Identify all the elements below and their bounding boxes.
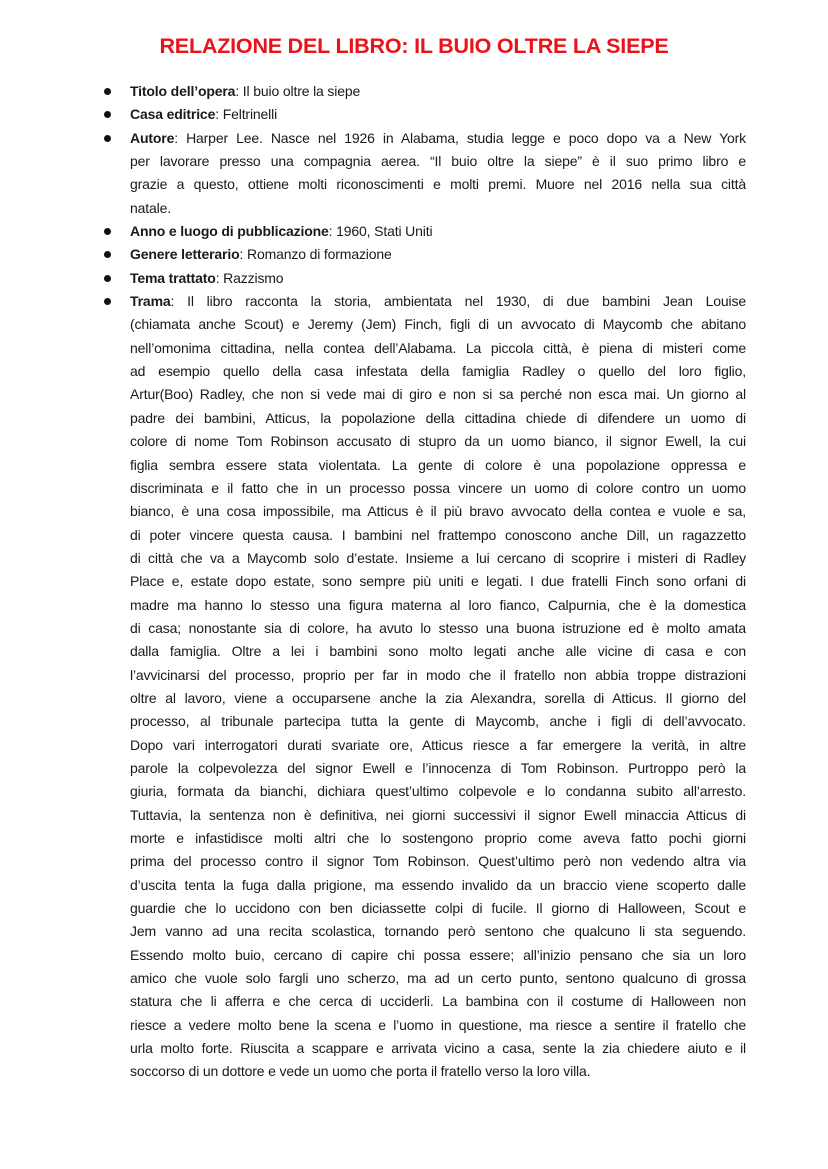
list-item (104, 220, 746, 243)
item-text: di casa; nonostante sia di colore, ha avuto lo stesso una buona istruzione ed è molto amata (130, 619, 746, 636)
item-text: oltre al lavoro, viene a occuparsene anche la zia Alexandra, sorella di Atticus. Il giorno del (130, 689, 746, 706)
item-label: Titolo dell’opera (130, 83, 236, 99)
item-text: : Feltrinelli (215, 106, 278, 123)
text-line (130, 127, 746, 150)
text-line (130, 1060, 746, 1083)
item-text: colore di nome Tom Robinson accusato di stupro da un uomo bianco, il signor Ewell, la cui (130, 433, 746, 450)
text-line (130, 897, 746, 920)
item-text: l’avvicinarsi del processo, proprio per far in modo che il fratello non abbia troppe distrazioni (130, 666, 746, 683)
list-item (104, 127, 746, 220)
text-line (130, 594, 746, 617)
item-text: Jem vanno ad una recita scolastica, tornando però sentono che qualcuno li sta seguendo. (130, 923, 746, 940)
text-line (130, 780, 746, 803)
item-text: riesce a vedere molto bene la scena e l’uomo in questione, ma riesce a sentire il fratello che (130, 1016, 746, 1033)
text-line (130, 290, 746, 313)
item-text: Essendo molto buio, cercano di capire chi possa essere; all’inizio pensano che sia un loro (130, 946, 746, 963)
item-text: soccorso di un dottore e vede un uomo che porta il fratello verso la loro villa. (130, 1063, 591, 1080)
text-line (130, 430, 746, 453)
text-line (130, 313, 746, 336)
item-text: di città che va a Maycomb solo d’estate. Insieme a lui cercano di scoprire i misteri di Radley (130, 549, 746, 566)
text-line (130, 734, 746, 757)
bullet-icon (104, 111, 111, 118)
item-text: per lavorare presso una compagnia aerea. “Il buio oltre la siepe” è il suo primo libro e (130, 153, 746, 170)
item-text: prima del processo contro il signor Tom Robinson. Quest’ultimo però non vedendo altra via (130, 853, 746, 870)
text-line (130, 173, 746, 196)
bullet-icon (104, 275, 111, 282)
text-line (130, 547, 746, 570)
text-line (130, 944, 746, 967)
text-line (130, 500, 746, 523)
text-line (130, 687, 746, 710)
list-item (104, 243, 746, 266)
item-text: padre dei bambini, Atticus, la popolazione della cittadina chiede di difendere un uomo di (130, 409, 746, 426)
book-report-list (104, 80, 746, 1084)
text-line (130, 103, 746, 126)
text-line (130, 664, 746, 687)
item-text: urla molto forte. Riuscita a scappare e arrivata vicino a casa, sente la zia chiedere aiuto e il (130, 1040, 746, 1057)
document-title: RELAZIONE DEL LIBRO: IL BUIO OLTRE LA SIEPE (159, 34, 669, 58)
list-item (104, 80, 746, 103)
text-line (130, 407, 746, 430)
bullet-icon (104, 228, 111, 235)
item-text: : Il libro racconta la storia, ambientata nel 1930, di due bambini Jean Louise (170, 293, 746, 310)
text-line (130, 360, 746, 383)
bullet-icon (104, 298, 111, 305)
text-line (130, 874, 746, 897)
item-text: processo, al tribunale partecipa tutta la gente di Maycomb, anche i figli di dell’avvocato. (130, 713, 746, 730)
text-line (130, 640, 746, 663)
item-label: Autore (130, 129, 175, 146)
list-item (104, 103, 746, 126)
text-line (130, 150, 746, 173)
text-line (130, 337, 746, 360)
item-text: (chiamata anche Scout) e Jeremy (Jem) Finch, figli di un avvocato di Maycomb che abitano (130, 316, 746, 333)
item-label: Anno e luogo di pubblicazione (130, 223, 329, 240)
item-text: : Razzismo (215, 269, 284, 286)
bullet-icon (104, 251, 111, 258)
item-text: statura che li afferra e che cerca di ucciderli. La bambina con il costume di Halloween non (130, 993, 746, 1010)
text-line (130, 804, 746, 827)
text-line (130, 197, 746, 220)
text-line (130, 850, 746, 873)
item-label: Casa editrice (130, 106, 216, 123)
text-line (130, 524, 746, 547)
bullet-icon (104, 135, 111, 142)
item-text: bianco, è una cosa impossibile, ma Atticus è il più bravo avvocato della contea e vuole e sa, (130, 503, 746, 520)
item-text: Place e, estate dopo estate, sono sempre più uniti e legati. I due fratelli Finch sono orfani di (130, 573, 746, 590)
item-text: : 1960, Stati Uniti (328, 223, 433, 240)
item-label: Tema trattato (130, 269, 216, 286)
text-line (130, 267, 746, 290)
text-line (130, 990, 746, 1013)
item-label: Trama (130, 293, 171, 310)
text-line (130, 967, 746, 990)
text-line (130, 220, 746, 243)
item-text: d’uscita tenta la fuga dalla prigione, ma essendo invalido da un braccio viene scoperto dalle (130, 876, 746, 893)
text-line (130, 570, 746, 593)
list-item (104, 290, 746, 1084)
text-line (130, 454, 746, 477)
item-text: discriminata e il fatto che in un processo possa vincere un uomo di colore contro un uomo (130, 479, 746, 496)
item-text: morte e infastidisce molti altri che lo sostengono proprio come aveva fatto pochi giorni (130, 830, 746, 846)
item-text: guardie che lo uccidono con ben diciassette colpi di fucile. Il giorno di Halloween, Scout e (130, 900, 746, 917)
item-text: giuria, formata da bianchi, dichiara quest’ultimo colpevole e lo condanna subito all’arresto. (130, 783, 746, 800)
text-line (130, 920, 746, 943)
text-line (130, 1014, 746, 1037)
text-line (130, 827, 746, 850)
item-text: nell’omonima cittadina, nella contea dell’Alabama. La piccola città, è piena di misteri come (130, 339, 746, 356)
text-line (130, 757, 746, 780)
text-line (130, 710, 746, 733)
bullet-icon (104, 88, 111, 95)
item-text: dalla famiglia. Oltre a lei i bambini sono molto legati anche alle vicine di casa e con (130, 643, 746, 660)
text-line (130, 477, 746, 500)
item-label: Genere letterario (130, 246, 240, 263)
item-text: : Romanzo di formazione (239, 246, 392, 263)
text-line (130, 1037, 746, 1060)
item-text: Artur(Boo) Radley, che non si vede mai di giro e non si sa perché non esca mai. Un giorno al (130, 386, 746, 403)
text-line (130, 243, 746, 266)
item-text: amico che vuole solo fargli uno scherzo, ma ad un certo punto, sentono qualcuno di grossa (130, 970, 746, 987)
item-text: figlia sembra essere stata violentata. La gente di colore è una popolazione oppressa e (130, 456, 746, 473)
item-text: Tuttavia, la sentenza non è definitiva, nei giorni successivi il signor Ewell minaccia Atticus di (130, 806, 746, 823)
item-text: : Harper Lee. Nasce nel 1926 in Alabama, studia legge e poco dopo va a New York (174, 129, 746, 146)
item-text: grazie a questo, ottiene molti riconoscimenti e molti premi. Muore nel 2016 nella sua città (130, 176, 746, 193)
item-text: ad esempio quello della casa infestata della famiglia Radley o quello del loro figlio, (130, 363, 746, 380)
list-item (104, 267, 746, 290)
text-line (130, 617, 746, 640)
item-text: madre ma hanno lo stesso una figura materna al loro fianco, Calpurnia, che è la domestica (130, 596, 746, 613)
text-line (130, 383, 746, 406)
item-text: di poter vincere questa causa. I bambini nel frattempo conoscono anche Dill, un ragazzetto (130, 526, 746, 543)
text-line (130, 80, 746, 103)
item-text: : Il buio oltre la siepe (235, 83, 361, 99)
item-text: natale. (130, 199, 171, 216)
item-text: Dopo vari interrogatori durati svariate ore, Atticus riesce a far emergere la verità, in altre (130, 736, 746, 753)
item-text: parole la colpevolezza del signor Ewell e l’innocenza di Tom Robinson. Purtroppo però la (130, 759, 746, 776)
